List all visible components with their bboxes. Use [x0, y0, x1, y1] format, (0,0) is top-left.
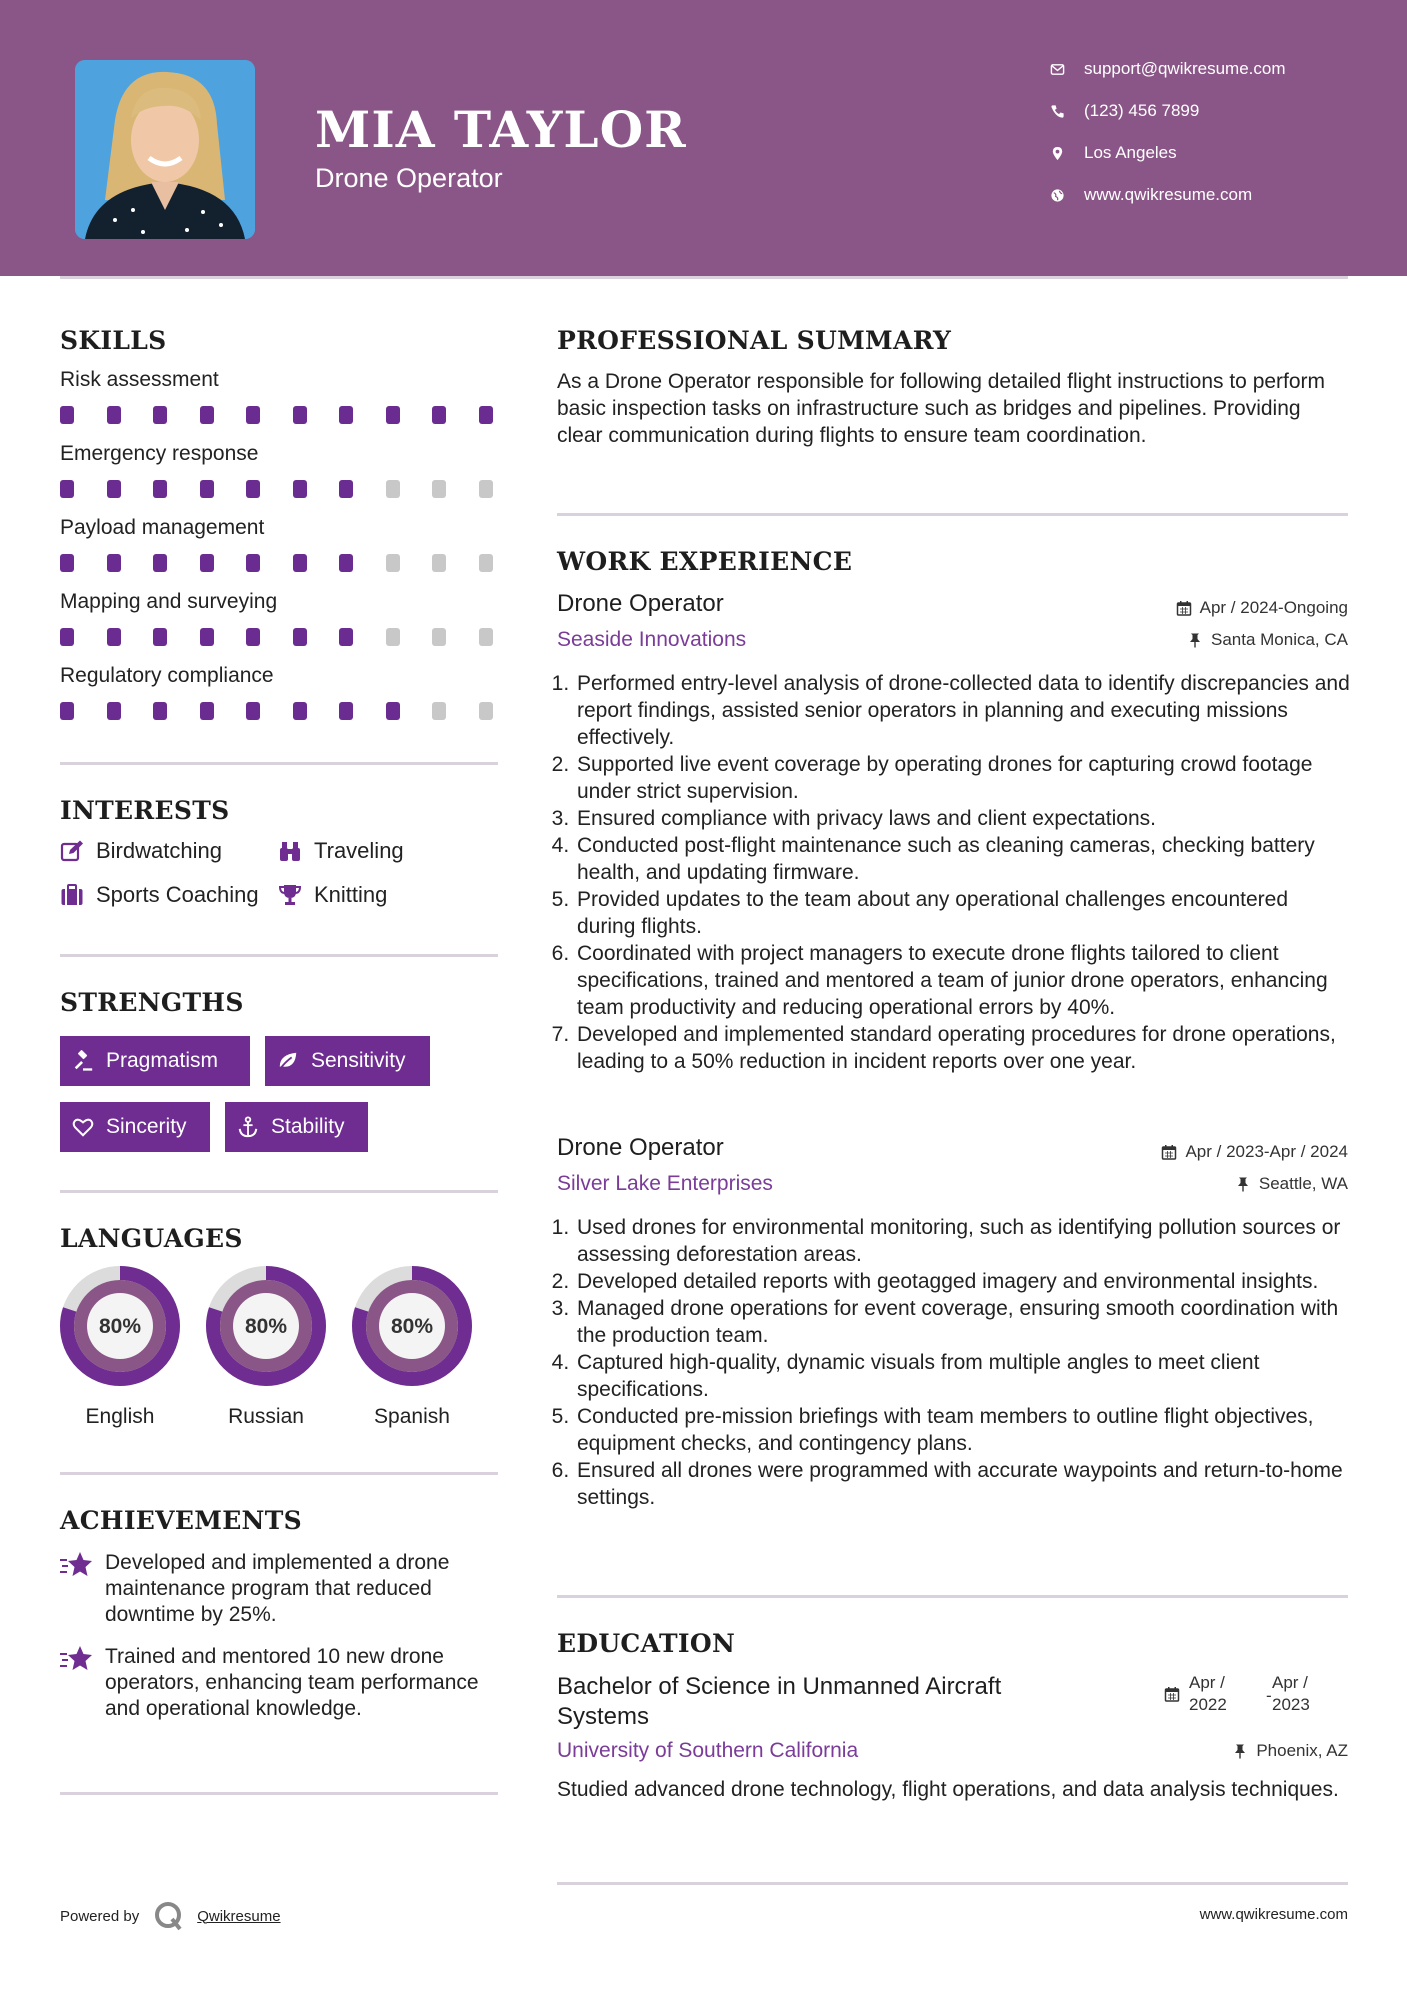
skill-dot-filled	[107, 702, 121, 720]
interest-item: Birdwatching	[60, 838, 222, 864]
language-item	[204, 1264, 328, 1429]
duty-item: 1. Performed entry-level analysis of drone-collected data to identify discrepancies and report findings, assisted senior operators in planning and executing missions effectively.	[575, 670, 1352, 751]
pushpin-icon	[1232, 1743, 1248, 1759]
skill-label: Risk assessment	[60, 368, 219, 391]
skill-dot-filled	[386, 702, 400, 720]
skill-dot-filled	[107, 406, 121, 424]
skill-rating	[60, 406, 500, 424]
contact-website-text: www.qwikresume.com	[1084, 185, 1253, 204]
degree-title: Bachelor of Science in Unmanned Aircraft Systems	[557, 1673, 1002, 1730]
skill-dot-filled	[60, 480, 74, 498]
skill-dot-filled	[60, 554, 74, 572]
skill-dot-filled	[246, 628, 260, 646]
job-title: Drone Operator	[557, 590, 724, 617]
pushpin-icon	[1235, 1176, 1251, 1192]
interests-title: INTERESTS	[60, 796, 230, 825]
skill-dot-filled	[200, 406, 214, 424]
skill-dot-filled	[432, 406, 446, 424]
profile-photo	[75, 60, 255, 239]
skill-dot-filled	[293, 406, 307, 424]
skill-dot-empty	[479, 554, 493, 572]
skill-dot-filled	[153, 480, 167, 498]
skill-dot-filled	[293, 480, 307, 498]
contact-website[interactable]	[1050, 183, 1370, 207]
gavel-icon	[72, 1050, 94, 1072]
globe-icon	[1050, 188, 1065, 203]
skill-dot-filled	[246, 702, 260, 720]
calendar-icon	[1176, 600, 1192, 616]
school-name: University of Southern California	[557, 1739, 859, 1762]
interests-divider	[60, 954, 498, 957]
star-icon	[60, 1644, 94, 1674]
skill-dot-filled	[386, 406, 400, 424]
phone-icon	[1050, 104, 1065, 119]
skill-dot-filled	[479, 406, 493, 424]
duty-item: 5. Conducted pre-mission briefings with team members to outline flight objectives, equipment checks, and contingency plans.	[575, 1403, 1352, 1457]
calendar-icon	[1161, 1144, 1177, 1160]
summary-divider	[557, 513, 1348, 516]
skill-label: Emergency response	[60, 442, 259, 465]
skill-dot-filled	[153, 628, 167, 646]
skill-label: Regulatory compliance	[60, 664, 274, 687]
skill-dot-filled	[339, 628, 353, 646]
language-name: Spanish	[374, 1405, 450, 1428]
job-duties-list	[557, 670, 1352, 1075]
contact-email-text: support@qwikresume.com	[1084, 59, 1286, 78]
footer-website[interactable]: www.qwikresume.com	[1199, 1906, 1348, 1923]
education-location: Phoenix, AZ	[1232, 1741, 1348, 1761]
skill-dot-empty	[432, 628, 446, 646]
language-item	[58, 1264, 182, 1429]
skill-dot-empty	[479, 480, 493, 498]
language-name: English	[85, 1405, 155, 1428]
job-location: Seattle, WA	[1235, 1174, 1348, 1194]
skill-dot-filled	[339, 480, 353, 498]
languages-title: LANGUAGES	[60, 1224, 243, 1253]
skill-dot-filled	[153, 554, 167, 572]
star-icon	[60, 1550, 94, 1580]
summary-title: PROFESSIONAL SUMMARY	[557, 326, 952, 355]
skill-dot-filled	[107, 554, 121, 572]
resume-header	[0, 0, 1407, 276]
trophy-icon	[278, 883, 302, 907]
strengths-title: STRENGTHS	[60, 988, 244, 1017]
education-title: EDUCATION	[557, 1629, 736, 1658]
portrait-image	[75, 60, 255, 239]
languages-divider	[60, 1472, 498, 1475]
contact-location	[1050, 141, 1370, 165]
skill-rating	[60, 628, 500, 646]
leaf-icon	[277, 1050, 299, 1072]
strength-chip: Stability	[225, 1102, 368, 1152]
duty-item: 5. Provided updates to the team about any operational challenges encountered during flights.	[575, 886, 1352, 940]
footer-brand-link[interactable]: Qwikresume	[197, 1907, 281, 1925]
contact-email[interactable]	[1050, 57, 1370, 81]
language-percent: 80%	[390, 1315, 434, 1338]
skill-rating	[60, 554, 500, 572]
skill-dot-filled	[246, 554, 260, 572]
skill-dot-filled	[293, 628, 307, 646]
company-name: Silver Lake Enterprises	[557, 1172, 773, 1195]
skill-dot-filled	[293, 702, 307, 720]
job-dates: Apr / 2023-Apr / 2024	[1161, 1142, 1348, 1162]
contact-phone-text: (123) 456 7899	[1084, 101, 1200, 120]
heart-icon	[72, 1116, 94, 1138]
skill-dot-empty	[432, 480, 446, 498]
duty-item: 1. Used drones for environmental monitoring, such as identifying pollution sources or assessing deforestation areas.	[575, 1214, 1352, 1268]
qwikresume-logo-icon	[153, 1900, 185, 1932]
skills-title: SKILLS	[60, 326, 167, 355]
language-item	[350, 1264, 474, 1429]
skill-dot-filled	[200, 702, 214, 720]
duty-item: 6. Coordinated with project managers to execute drone flights tailored to client specifications, trained and mentored a team of junior drone operators, enhancing team productivity and reducing operational errors by 40%.	[575, 940, 1352, 1021]
skill-dot-filled	[200, 554, 214, 572]
map-pin-icon	[1050, 146, 1065, 161]
skill-dot-empty	[479, 702, 493, 720]
duty-item: 4. Conducted post-flight maintenance such as cleaning cameras, checking battery health, and updating firmware.	[575, 832, 1352, 886]
language-percent: 80%	[98, 1315, 142, 1338]
interest-item: Sports Coaching	[60, 882, 259, 908]
skill-dot-filled	[60, 406, 74, 424]
skill-dot-filled	[107, 628, 121, 646]
experience-divider	[557, 1595, 1348, 1598]
briefcase-icon	[60, 883, 84, 907]
language-percent: 80%	[244, 1315, 288, 1338]
skill-dot-filled	[200, 628, 214, 646]
anchor-icon	[237, 1116, 259, 1138]
duty-item: 3. Ensured compliance with privacy laws and client expectations.	[575, 805, 1352, 832]
language-name: Russian	[228, 1405, 304, 1428]
envelope-icon	[1050, 62, 1065, 77]
duty-item: 2. Supported live event coverage by operating drones for capturing crowd footage under strict supervision.	[575, 751, 1352, 805]
summary-text: As a Drone Operator responsible for following detailed flight instructions to perform basic inspection tasks on infrastructure such as bridges and pipelines. Providing clear communication during flights to ensure team coordination.	[557, 370, 1326, 447]
skill-dot-empty	[432, 702, 446, 720]
skill-label: Mapping and surveying	[60, 590, 278, 613]
pushpin-icon	[1187, 632, 1203, 648]
contact-phone[interactable]	[1050, 99, 1370, 123]
skill-label: Payload management	[60, 516, 265, 539]
skill-dot-filled	[107, 480, 121, 498]
skill-dot-filled	[339, 554, 353, 572]
interest-item: Traveling	[278, 838, 404, 864]
skill-rating	[60, 702, 500, 720]
strength-chip: Pragmatism	[60, 1036, 250, 1086]
skill-dot-filled	[200, 480, 214, 498]
company-name: Seaside Innovations	[557, 628, 747, 651]
job-dates: Apr / 2024-Ongoing	[1176, 598, 1348, 618]
duty-item: 6. Ensured all drones were programmed with accurate waypoints and return-to-home settings.	[575, 1457, 1352, 1511]
calendar-icon	[1164, 1686, 1180, 1702]
skill-rating	[60, 480, 500, 498]
duty-item: 4. Captured high-quality, dynamic visuals from multiple angles to meet client specifications.	[575, 1349, 1352, 1403]
skill-dot-filled	[153, 702, 167, 720]
duty-item: 3. Managed drone operations for event coverage, ensuring smooth coordination with the production team.	[575, 1295, 1352, 1349]
strengths-divider	[60, 1190, 498, 1193]
job-title: Drone Operator	[557, 1134, 724, 1161]
candidate-role: Drone Operator	[315, 163, 503, 193]
duty-item: 2. Developed detailed reports with geotagged imagery and environmental insights.	[575, 1268, 1352, 1295]
binoculars-icon	[278, 839, 302, 863]
interest-item: Knitting	[278, 882, 387, 908]
skill-dot-filled	[60, 628, 74, 646]
skill-dot-empty	[386, 628, 400, 646]
skill-dot-empty	[386, 554, 400, 572]
strength-chip: Sincerity	[60, 1102, 210, 1152]
language-ring	[204, 1264, 328, 1388]
achievements-divider	[60, 1792, 498, 1795]
contact-location-text: Los Angeles	[1084, 143, 1177, 162]
header-divider	[60, 276, 1348, 279]
skill-dot-filled	[293, 554, 307, 572]
skill-dot-empty	[432, 554, 446, 572]
skills-divider	[60, 762, 498, 765]
job-duties-list	[557, 1214, 1352, 1511]
skill-dot-filled	[246, 406, 260, 424]
experience-title: WORK EXPERIENCE	[557, 547, 853, 576]
footer-powered-by: Powered by Qwikresume	[60, 1900, 281, 1932]
skill-dot-empty	[386, 480, 400, 498]
skill-dot-filled	[339, 702, 353, 720]
language-ring	[58, 1264, 182, 1388]
skill-dot-empty	[479, 628, 493, 646]
skill-dot-filled	[153, 406, 167, 424]
achievement-item: Trained and mentored 10 new drone operators, enhancing team performance and operational knowledge.	[60, 1644, 500, 1722]
language-ring	[350, 1264, 474, 1388]
achievements-title: ACHIEVEMENTS	[60, 1506, 302, 1535]
pencil-square-icon	[60, 839, 84, 863]
candidate-name: MIA TAYLOR	[315, 100, 687, 159]
education-dates: Apr / 2022 - Apr / 2023	[1164, 1672, 1354, 1716]
skill-dot-filled	[246, 480, 260, 498]
achievement-item: Developed and implemented a drone maintenance program that reduced downtime by 25%.	[60, 1550, 500, 1628]
education-description: Studied advanced drone technology, flight operations, and data analysis techniques.	[557, 1778, 1339, 1801]
job-location: Santa Monica, CA	[1187, 630, 1348, 650]
education-divider	[557, 1882, 1348, 1885]
skill-dot-filled	[60, 702, 74, 720]
strength-chip: Sensitivity	[265, 1036, 430, 1086]
duty-item: 7. Developed and implemented standard operating procedures for drone operations, leading to a 50% reduction in incident reports over one year.	[575, 1021, 1352, 1075]
skill-dot-filled	[339, 406, 353, 424]
